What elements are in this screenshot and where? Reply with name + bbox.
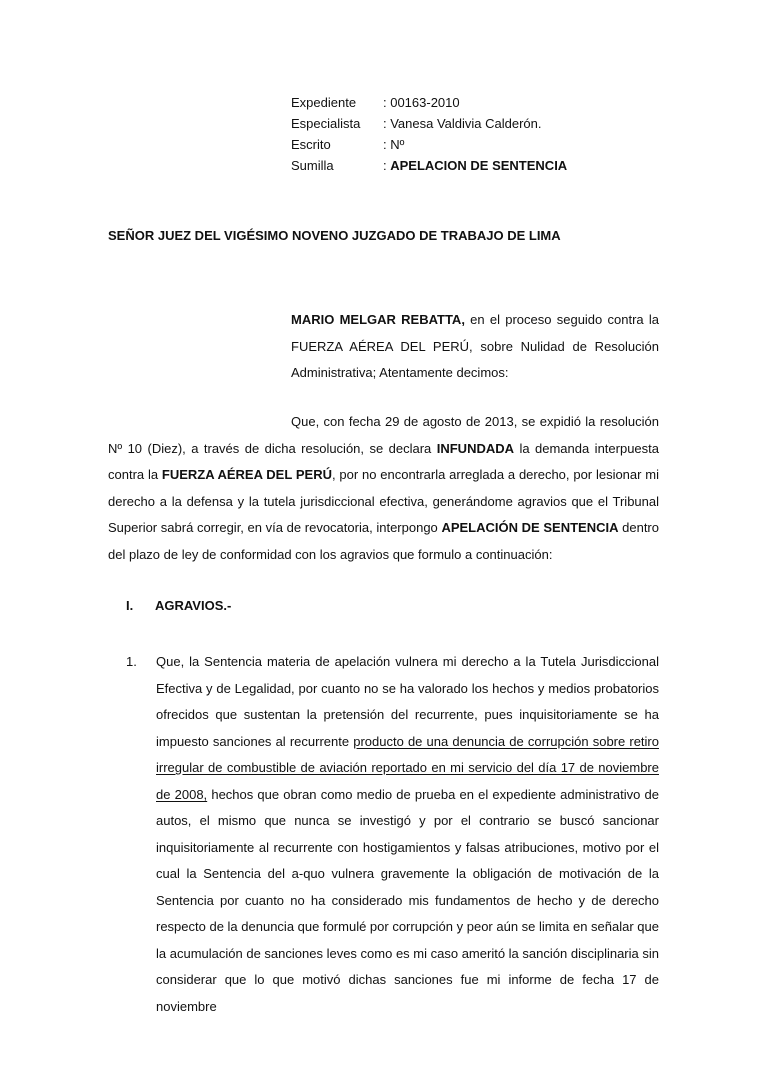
para-text-4: dentro del plazo de ley de conformidad con los agravios que formulo a continuación: [108,520,659,562]
list-item [126,649,659,1020]
item-underlined-text: producto de una denuncia de corrupción sobre retiro irregular de combustible de aviación reportado en mi servicio del día 17 de noviembre de 2008, [156,733,659,802]
list-item-number: 1. [126,654,137,669]
section-number: I. [126,598,134,613]
header-row-expediente [291,92,567,113]
petitioner-name: MARIO MELGAR REBATTA, [291,312,465,327]
case-header [291,92,567,176]
para-text-3: , por no encontrarla arreglada a derecho, por lesionar mi derecho a la defensa y la tutela jurisdiccional efectiva, generándome agravios que el Tribunal Superior sabrá corregir, en vía de revocatoria, interpongo [108,467,660,535]
header-row-sumilla [291,155,567,176]
header-row-especialista [291,113,567,134]
para-text-1: Que, con fecha 29 de agosto de 2013, se expidió la resolución Nº 10 (Diez), a través de dicha resolución, se declara [108,414,659,456]
para-bold-apelacion: APELACIÓN DE SENTENCIA [441,520,619,535]
header-row-escrito [291,134,567,155]
header-label: Sumilla [291,158,334,173]
body-paragraph [108,409,659,568]
header-label: Especialista [291,116,361,131]
intro-line-1-rest: en el proceso seguido contra la [464,312,659,327]
section-title: AGRAVIOS.- [155,598,232,613]
header-value [383,155,567,176]
para-text-2: la demanda interpuesta contra la [108,440,659,482]
para-bold-entity: FUERZA AÉREA DEL PERÚ [161,467,332,482]
sumilla-prefix: : [383,158,391,173]
addressee-heading: SEÑOR JUEZ DEL VIGÉSIMO NOVENO JUZGADO DE TRABAJO DE LIMA [108,228,561,243]
intro-line-2: FUERZA AÉREA DEL PERÚ, sobre Nulidad de Resolución [291,338,659,354]
header-label: Escrito [291,137,331,152]
para-bold-infundada: INFUNDADA [436,440,515,456]
section-heading [126,598,231,613]
sumilla-value: APELACION DE SENTENCIA [390,158,568,173]
header-value: : Nº [383,137,405,152]
item-text-1: Que, la Sentencia materia de apelación vulnera mi derecho a la Tutela Jurisdiccional Efectiva y de Legalidad, por cuanto no se ha valorado los hechos y medios probatorios ofrecidos que sustentan la pretensión del recurrente, pues inquisitoriamente se ha impuesto sanciones al recurrente [156,654,659,749]
header-label: Expediente [291,95,357,110]
list-item-text [156,649,659,1020]
header-value: : Vanesa Valdivia Calderón. [383,116,542,131]
item-text-2: hechos que obran como medio de prueba en el expediente administrativo de autos, el mismo que nunca se investigó y por el contrario se buscó sancionar inquisitoriamente al recurrente con hostigamientos y falsas atribuciones, motivo por el cual la Sentencia del a-quo vulnera gravemente la obligación de motivación de la Sentencia por cuanto no ha considerado mis fundamentos de hecho y de derecho respecto de la denuncia que formulé por corrupción y peor aún se limita en señalar que la acumulación de sanciones leves como es mi caso ameritó la sanción disciplinaria sin considerar que lo que motivó dichas sanciones fue mi informe de fecha 17 de noviembre [156,786,660,1014]
intro-line-1 [291,307,659,334]
header-value: : 00163-2010 [383,95,460,110]
intro-line-3: Administrativa; Atentamente decimos: [291,365,509,380]
intro-block [291,307,659,387]
